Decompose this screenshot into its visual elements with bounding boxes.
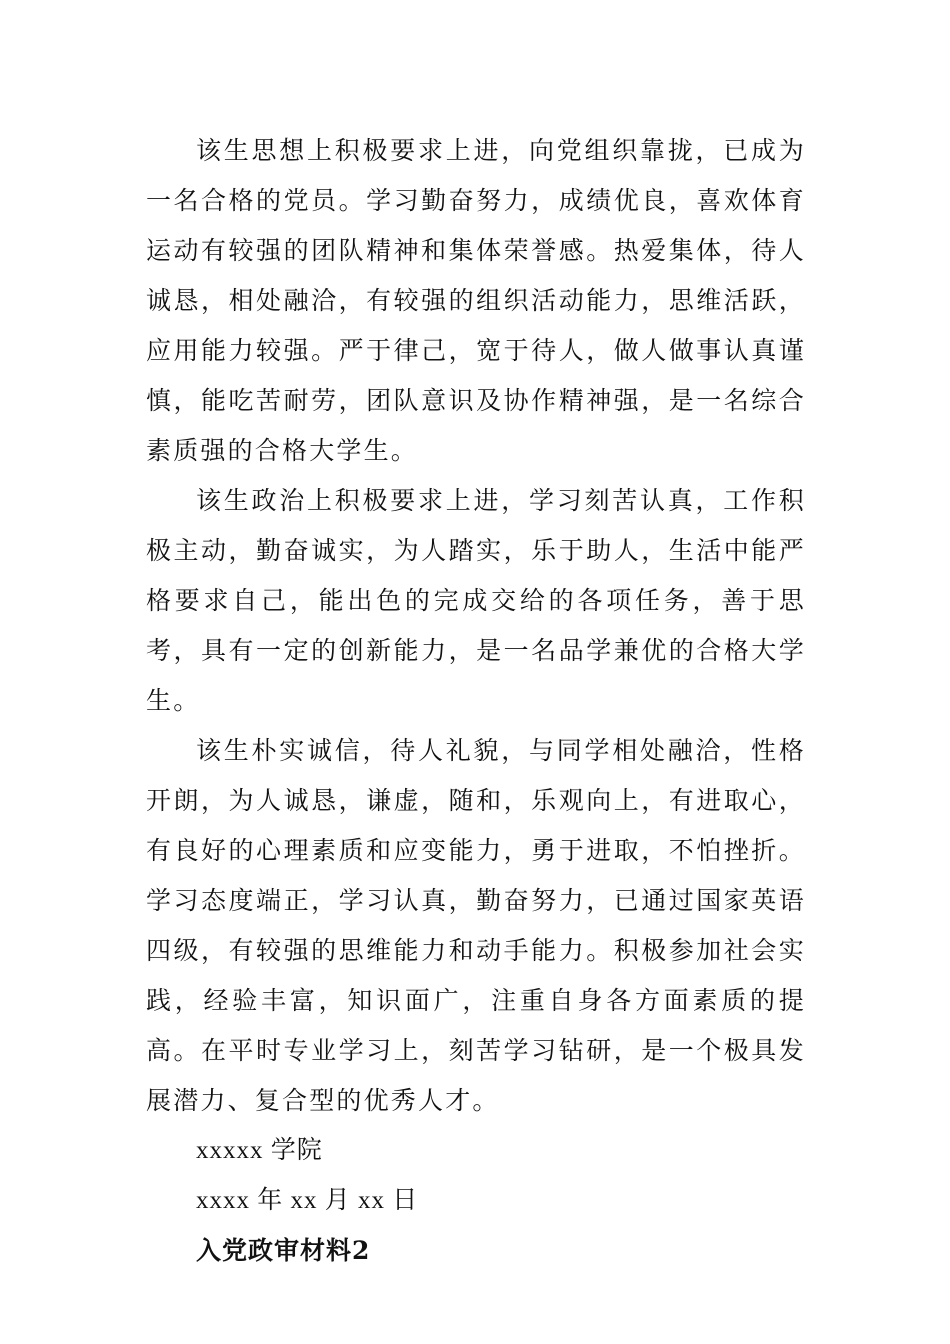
section-heading: 入党政审材料2 <box>196 1236 371 1265</box>
paragraph-2: 该生政治上积极要求上进，学习刻苦认真，工作积极主动，勤奋诚实，为人踏实，乐于助人，生活中能严格要求自己，能出色的完成交给的各项任务，善于思考，具有一定的创新能力，是一名品学兼优的合格大学生。 <box>146 486 806 715</box>
signature-date: xxxx 年 xx 月 xx 日 <box>196 1187 419 1214</box>
paragraph-3: 该生朴实诚信，待人礼貌，与同学相处融洽，性格开朗，为人诚恳，谦虚，随和，乐观向上，有进取心，有良好的心理素质和应变能力，勇于进取，不怕挫折。学习态度端正，学习认真，勤奋努力，已通过国家英语四级，有较强的思维能力和动手能力。积极参加社会实践，经验丰富，知识面广，注重自身各方面素质的提高。在平时专业学习上，刻苦学习钻研，是一个极具发展潜力、复合型的优秀人才。 <box>146 736 806 1115</box>
signature-institution: xxxxx 学院 <box>196 1137 323 1164</box>
document-body <box>146 126 806 1276</box>
paragraph-1: 该生思想上积极要求上进，向党组织靠拢，已成为一名合格的党员。学习勤奋努力，成绩优良，喜欢体育运动有较强的团队精神和集体荣誉感。热爱集体，待人诚恳，相处融洽，有较强的组织活动能力，思维活跃，应用能力较强。严于律己，宽于待人，做人做事认真谨慎，能吃苦耐劳，团队意识及协作精神强，是一名综合素质强的合格大学生。 <box>146 136 806 465</box>
